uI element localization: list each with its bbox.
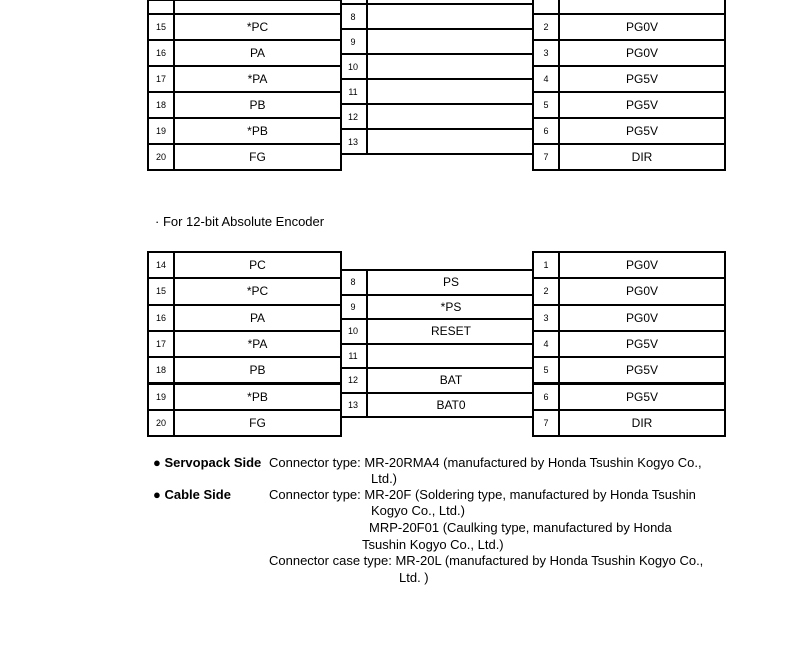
pin-number: 3 <box>534 41 560 65</box>
signal-name: *PA <box>247 72 268 86</box>
cable-caulking-text: MRP-20F01 (Caulking type, manufactured by Honda <box>369 520 672 535</box>
signal-name: *PC <box>246 20 269 34</box>
bottom-right-row <box>532 409 726 437</box>
top-middle-row <box>340 128 534 153</box>
signal-name <box>366 5 534 28</box>
pin-number: 2 <box>534 15 560 39</box>
pin-number: 9 <box>350 301 356 312</box>
signal-name: PA <box>249 310 266 325</box>
pin-number: 12 <box>347 111 358 122</box>
bottom-middle-row <box>340 367 534 392</box>
pin-number: 5 <box>534 93 560 117</box>
pin-number: 18 <box>149 93 175 117</box>
top-right-row <box>532 117 726 145</box>
pin-number: 13 <box>347 399 358 410</box>
middle-block-bottom <box>340 416 534 418</box>
pin-number: 8 <box>350 11 356 22</box>
pin-number: 17 <box>149 67 175 91</box>
bottom-middle-row <box>340 343 534 368</box>
pin-number: 10 <box>347 326 358 337</box>
signal-name: PB <box>249 363 266 378</box>
bottom-left-row <box>147 304 342 332</box>
top-left-row <box>147 65 342 93</box>
pin-number: 19 <box>149 385 175 409</box>
signal-name: *PC <box>246 284 269 299</box>
signal-name: *PB <box>247 389 268 404</box>
pin-number: 10 <box>347 61 358 72</box>
top-left-row <box>147 13 342 41</box>
signal-name: PG0V <box>625 284 658 299</box>
servopack-connector-text: Connector type: MR-20RMA4 (manufactured by Honda Tsushin Kogyo Co., <box>269 455 702 470</box>
bottom-middle-row <box>340 269 534 294</box>
signal-name <box>366 345 534 368</box>
signal-name: PG5V <box>625 389 658 404</box>
pin-number: 13 <box>347 136 358 147</box>
signal-name: PG0V <box>625 46 658 60</box>
bottom-left-row <box>147 356 342 384</box>
servopack-connector-text-cont: Ltd.) <box>371 471 398 486</box>
top-left-row <box>147 39 342 67</box>
pin-number: 16 <box>149 41 175 65</box>
pin-number: 3 <box>534 306 560 330</box>
pin-number: 6 <box>534 385 560 409</box>
signal-name: PG5V <box>625 72 658 86</box>
pin-number: 16 <box>149 306 175 330</box>
section-title: · For 12-bit Absolute Encoder <box>155 214 325 229</box>
signal-name <box>366 30 534 53</box>
signal-name: *PA <box>247 337 268 352</box>
middle-block-bottom <box>340 153 534 155</box>
bottom-middle-row <box>340 294 534 319</box>
signal-name: FG <box>249 150 266 164</box>
pin-number: 15 <box>149 15 175 39</box>
bottom-middle-row <box>340 318 534 343</box>
pin-number: 6 <box>534 119 560 143</box>
top-right-row <box>532 91 726 119</box>
top-left-row <box>147 117 342 145</box>
cable-connector-text: Connector type: MR-20F (Soldering type, manufactured by Honda Tsushin <box>269 487 696 502</box>
top-middle-row <box>340 28 534 53</box>
signal-name: PG0V <box>625 310 658 325</box>
signal-name <box>366 80 534 103</box>
pin-number: 14 <box>149 253 175 277</box>
pin-number: 11 <box>348 350 358 361</box>
bottom-right-row <box>532 356 726 384</box>
pin-number: 4 <box>534 332 560 356</box>
signal-name: PG5V <box>625 124 658 138</box>
bottom-right-row <box>532 251 726 279</box>
signal-name: FG <box>249 415 266 430</box>
bottom-right-row <box>532 304 726 332</box>
pin-number: 12 <box>347 375 358 386</box>
pin-number: 2 <box>534 279 560 303</box>
signal-name: PG5V <box>625 363 658 378</box>
bottom-left-row <box>147 277 342 305</box>
bottom-left-row <box>147 383 342 411</box>
pin-number: 20 <box>149 145 175 169</box>
pin-number: 8 <box>350 277 356 288</box>
servopack-side-label: ● Servopack Side <box>153 455 262 470</box>
bottom-right-row <box>532 330 726 358</box>
signal-name <box>366 55 534 78</box>
signal-name: PG5V <box>625 98 658 112</box>
pin-number: 15 <box>149 279 175 303</box>
pin-number: 7 <box>534 145 560 169</box>
signal-name: *PS <box>366 296 534 319</box>
top-middle-row <box>340 53 534 78</box>
top-right-row <box>532 13 726 41</box>
pin-number: 19 <box>149 119 175 143</box>
top-right-row <box>532 39 726 67</box>
signal-name: PB <box>249 98 266 112</box>
bottom-left-row <box>147 330 342 358</box>
signal-name: RESET <box>366 320 534 343</box>
top-middle-row <box>340 78 534 103</box>
signal-name: DIR <box>631 150 653 164</box>
pin-number: 7 <box>534 411 560 435</box>
top-left-row <box>147 143 342 171</box>
pin-number: 18 <box>149 358 175 382</box>
signal-name: *PB <box>247 124 268 138</box>
top-right-row <box>532 65 726 93</box>
signal-name: PA <box>249 46 266 60</box>
signal-name: PG5V <box>625 337 658 352</box>
signal-name: BAT <box>366 369 534 392</box>
top-left-row <box>147 91 342 119</box>
pin-number: 20 <box>149 411 175 435</box>
pin-number: 5 <box>534 358 560 382</box>
bottom-right-row <box>532 383 726 411</box>
pin-number: 9 <box>350 36 356 47</box>
pin-number: 4 <box>534 67 560 91</box>
connector-case-text-cont: Ltd. ) <box>399 570 429 585</box>
bottom-left-row <box>147 409 342 437</box>
bottom-left-row <box>147 251 342 279</box>
signal-name: DIR <box>631 415 653 430</box>
bottom-right-row <box>532 277 726 305</box>
signal-name: PG0V <box>625 20 658 34</box>
signal-name: PG0V <box>625 258 658 273</box>
signal-name: PC <box>249 258 266 273</box>
signal-name: PS <box>366 271 534 294</box>
top-middle-row <box>340 103 534 128</box>
signal-name <box>366 105 534 128</box>
top-middle-row <box>340 3 534 28</box>
cable-caulking-text-cont: Tsushin Kogyo Co., Ltd.) <box>362 537 504 552</box>
cable-connector-text-cont: Kogyo Co., Ltd.) <box>371 503 465 518</box>
pin-number: 17 <box>149 332 175 356</box>
pin-number: 1 <box>534 253 560 277</box>
top-right-row <box>532 143 726 171</box>
signal-name <box>366 130 534 153</box>
pin-number: 11 <box>348 86 358 97</box>
cable-side-label: ● Cable Side <box>153 487 231 502</box>
signal-name: BAT0 <box>366 394 534 417</box>
connector-case-text: Connector case type: MR-20L (manufactured by Honda Tsushin Kogyo Co., <box>269 553 704 568</box>
bottom-middle-row <box>340 392 534 417</box>
